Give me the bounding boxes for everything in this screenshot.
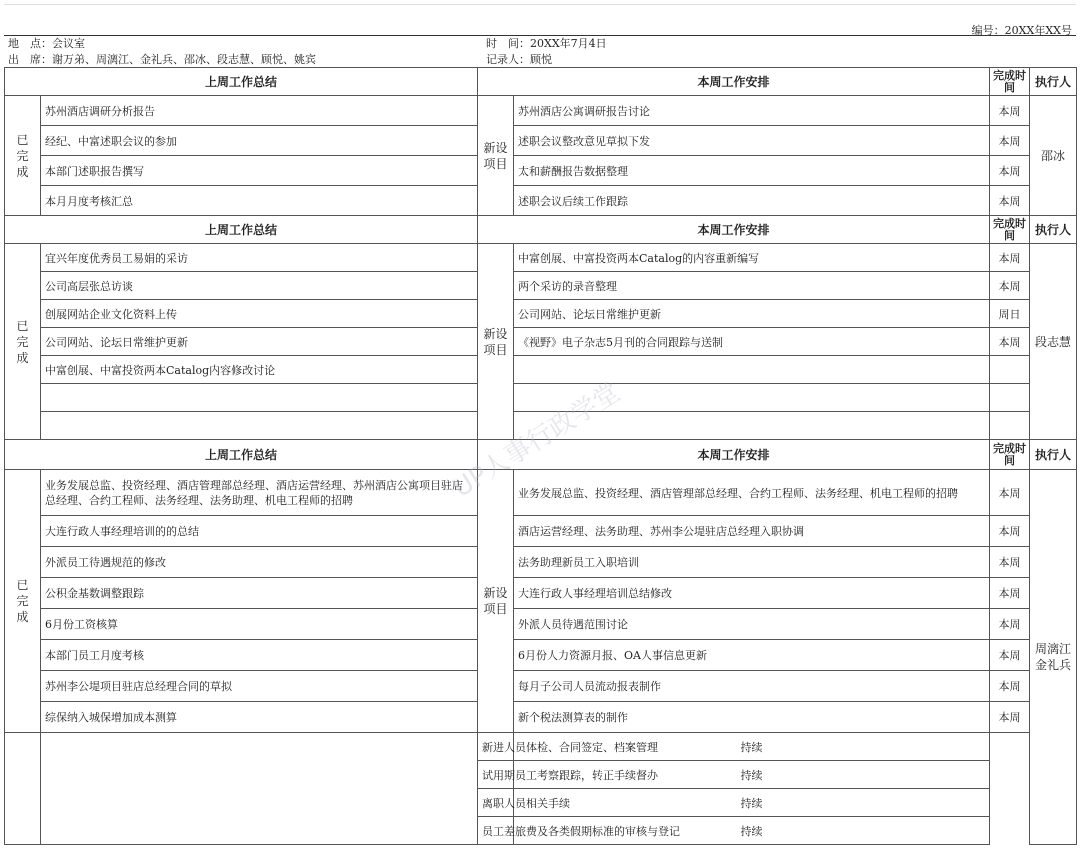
done-time-value: 周日 (990, 300, 1030, 328)
meeting-time: 时 间：20XX年7月4日 (486, 37, 607, 50)
last-week-item: 大连行政人事经理培训的的总结 (41, 516, 478, 547)
this-week-item: 公司网站、论坛日常维护更新 (514, 300, 990, 328)
last-week-item: 苏州李公堤项目驻店总经理合同的草拟 (41, 671, 478, 702)
done-time-value: 本周 (990, 186, 1030, 216)
watermark: UP人事行政学堂 (447, 377, 626, 504)
new-item-label-text: 新设项目 (483, 586, 508, 616)
this-week-item: 《视野》电子杂志5月刊的合同跟踪与送制 (514, 328, 990, 356)
new-item-label (478, 96, 514, 216)
section-header-row (5, 216, 1077, 244)
table-row (5, 412, 1077, 440)
this-week-item: 新个税法测算表的制作 (514, 702, 990, 733)
done-time-value: 本周 (990, 640, 1030, 671)
last-week-item: 6月份工资核算 (41, 609, 478, 640)
location: 地 点：会议室 (8, 37, 85, 50)
done-time-value: 本周 (990, 609, 1030, 640)
top-border (4, 4, 1076, 5)
table-row (5, 244, 1077, 272)
this-week-item: 6月份人力资源月报、OA人事信息更新 (514, 640, 990, 671)
this-week-item: 述职会议整改意见草拟下发 (514, 126, 990, 156)
last-week-item: 公司网站、论坛日常维护更新 (41, 328, 478, 356)
this-week-item (514, 384, 990, 412)
table-row (5, 702, 1077, 733)
last-week-item: 综保纳入城保增加成本测算 (41, 702, 478, 733)
done-time-value: 本周 (990, 516, 1030, 547)
executor-header: 执行人 (1030, 216, 1077, 244)
done-time-value: 本周 (990, 126, 1030, 156)
attendees: 出 席：谢万弟、周漓江、金礼兵、邵冰、段志慧、顾悦、姚宾 (8, 53, 316, 66)
done-time-value: 本周 (990, 470, 1030, 516)
done-label (5, 470, 41, 733)
table-row (5, 609, 1077, 640)
table-row (5, 156, 1077, 186)
last-week-header: 上周工作总结 (5, 216, 478, 244)
done-time-value: 本周 (990, 156, 1030, 186)
last-week-item (41, 384, 478, 412)
executor-name: 段志慧 (1030, 244, 1077, 440)
this-week-item: 酒店运营经理、法务助理、苏州李公堤驻店总经理入职协调 (514, 516, 990, 547)
last-week-item: 经纪、中富述职会议的参加 (41, 126, 478, 156)
this-week-item (514, 412, 990, 440)
done-time-value (990, 384, 1030, 412)
done-label-text: 已完成 (16, 318, 29, 365)
this-week-header: 本周工作安排 (478, 216, 990, 244)
this-week-item: 业务发展总监、投资经理、酒店管理部总经理、合约工程师、法务经理、机电工程师的招聘 (514, 470, 990, 516)
done-time-value: 本周 (990, 671, 1030, 702)
document-number: 编号：20XX年XX号 (971, 24, 1072, 37)
table-row (5, 186, 1077, 216)
this-week-item: 试用期员工考察跟踪，转正手续督办 (478, 761, 514, 789)
this-week-item: 大连行政人事经理培训总结修改 (514, 578, 990, 609)
table-row (5, 328, 1077, 356)
done-time-header: 完成时间 (990, 216, 1030, 244)
done-time-value: 本周 (990, 328, 1030, 356)
done-time-value (990, 412, 1030, 440)
meeting-info (4, 35, 1076, 68)
last-week-item: 创展网站企业文化资料上传 (41, 300, 478, 328)
last-week-item: 本部门员工月度考核 (41, 640, 478, 671)
this-week-item: 法务助理新员工入职培训 (514, 547, 990, 578)
table-row (5, 126, 1077, 156)
table-row (5, 300, 1077, 328)
executor-name: 周漓江 金礼兵 (1030, 470, 1077, 845)
this-week-item: 太和薪酬报告数据整理 (514, 156, 990, 186)
done-time-header: 完成时间 (990, 440, 1030, 470)
work-summary-table (4, 67, 1077, 845)
last-week-item: 本部门述职报告撰写 (41, 156, 478, 186)
new-item-label-text: 新设项目 (483, 326, 508, 357)
table-row (5, 384, 1077, 412)
this-week-item: 外派人员待遇范围讨论 (514, 609, 990, 640)
table-row (5, 578, 1077, 609)
this-week-header: 本周工作安排 (478, 68, 990, 96)
table-row (5, 733, 1077, 761)
this-week-item: 新进人员体检、合同签定、档案管理 (478, 733, 514, 761)
new-item-label (478, 244, 514, 440)
done-time-value: 本周 (990, 244, 1030, 272)
done-label (5, 244, 41, 440)
done-time-value: 本周 (990, 272, 1030, 300)
this-week-item: 苏州酒店公寓调研报告讨论 (514, 96, 990, 126)
this-week-item: 中富创展、中富投资两本Catalog的内容重新编写 (514, 244, 990, 272)
executor-header: 执行人 (1030, 68, 1077, 96)
new-item-label-text: 新设项目 (483, 140, 508, 171)
last-week-item: 本月月度考核汇总 (41, 186, 478, 216)
table-row (5, 547, 1077, 578)
done-time-value: 持续 (514, 733, 990, 761)
done-label-text: 已完成 (16, 578, 29, 624)
done-time-value: 持续 (514, 789, 990, 817)
table-row (5, 272, 1077, 300)
this-week-header: 本周工作安排 (478, 440, 990, 470)
new-item-label (478, 470, 514, 733)
last-week-item: 业务发展总监、投资经理、酒店管理部总经理、酒店运营经理、苏州酒店公寓项目驻店总经理、合约工程师、法务经理、法务助理、机电工程师的招聘 (41, 470, 478, 516)
section-header-row (5, 68, 1077, 96)
blank-cell (41, 733, 478, 845)
last-week-item: 外派员工待遇规范的修改 (41, 547, 478, 578)
done-time-value: 持续 (514, 817, 990, 845)
table-row (5, 470, 1077, 516)
done-label (5, 96, 41, 216)
this-week-item: 每月子公司人员流动报表制作 (514, 671, 990, 702)
table-row (5, 356, 1077, 384)
executor-header: 执行人 (1030, 440, 1077, 470)
done-time-value (990, 356, 1030, 384)
done-time-value: 本周 (990, 578, 1030, 609)
executor-name: 邵冰 (1030, 96, 1077, 216)
table-row (5, 671, 1077, 702)
last-week-item: 中富创展、中富投资两本Catalog内容修改讨论 (41, 356, 478, 384)
done-time-value: 本周 (990, 96, 1030, 126)
done-time-value: 本周 (990, 702, 1030, 733)
last-week-item: 宜兴年度优秀员工易娟的采访 (41, 244, 478, 272)
table-row (5, 640, 1077, 671)
done-time-value: 持续 (514, 761, 990, 789)
table-row (5, 516, 1077, 547)
done-label-text: 已完成 (16, 132, 29, 179)
this-week-item: 离职人员相关手续 (478, 789, 514, 817)
recorder: 记录人：顾悦 (486, 53, 552, 66)
this-week-item: 两个采访的录音整理 (514, 272, 990, 300)
this-week-item: 述职会议后续工作跟踪 (514, 186, 990, 216)
table-row (5, 96, 1077, 126)
last-week-item: 苏州酒店调研分析报告 (41, 96, 478, 126)
last-week-item: 公司高层张总访谈 (41, 272, 478, 300)
last-week-item: 公积金基数调整跟踪 (41, 578, 478, 609)
done-time-header: 完成时间 (990, 68, 1030, 96)
this-week-item: 员工差旅费及各类假期标准的审核与登记 (478, 817, 514, 845)
blank-cell (5, 733, 41, 845)
done-time-value: 本周 (990, 547, 1030, 578)
last-week-header: 上周工作总结 (5, 68, 478, 96)
last-week-header: 上周工作总结 (5, 440, 478, 470)
this-week-item (514, 356, 990, 384)
section-header-row (5, 440, 1077, 470)
last-week-item (41, 412, 478, 440)
